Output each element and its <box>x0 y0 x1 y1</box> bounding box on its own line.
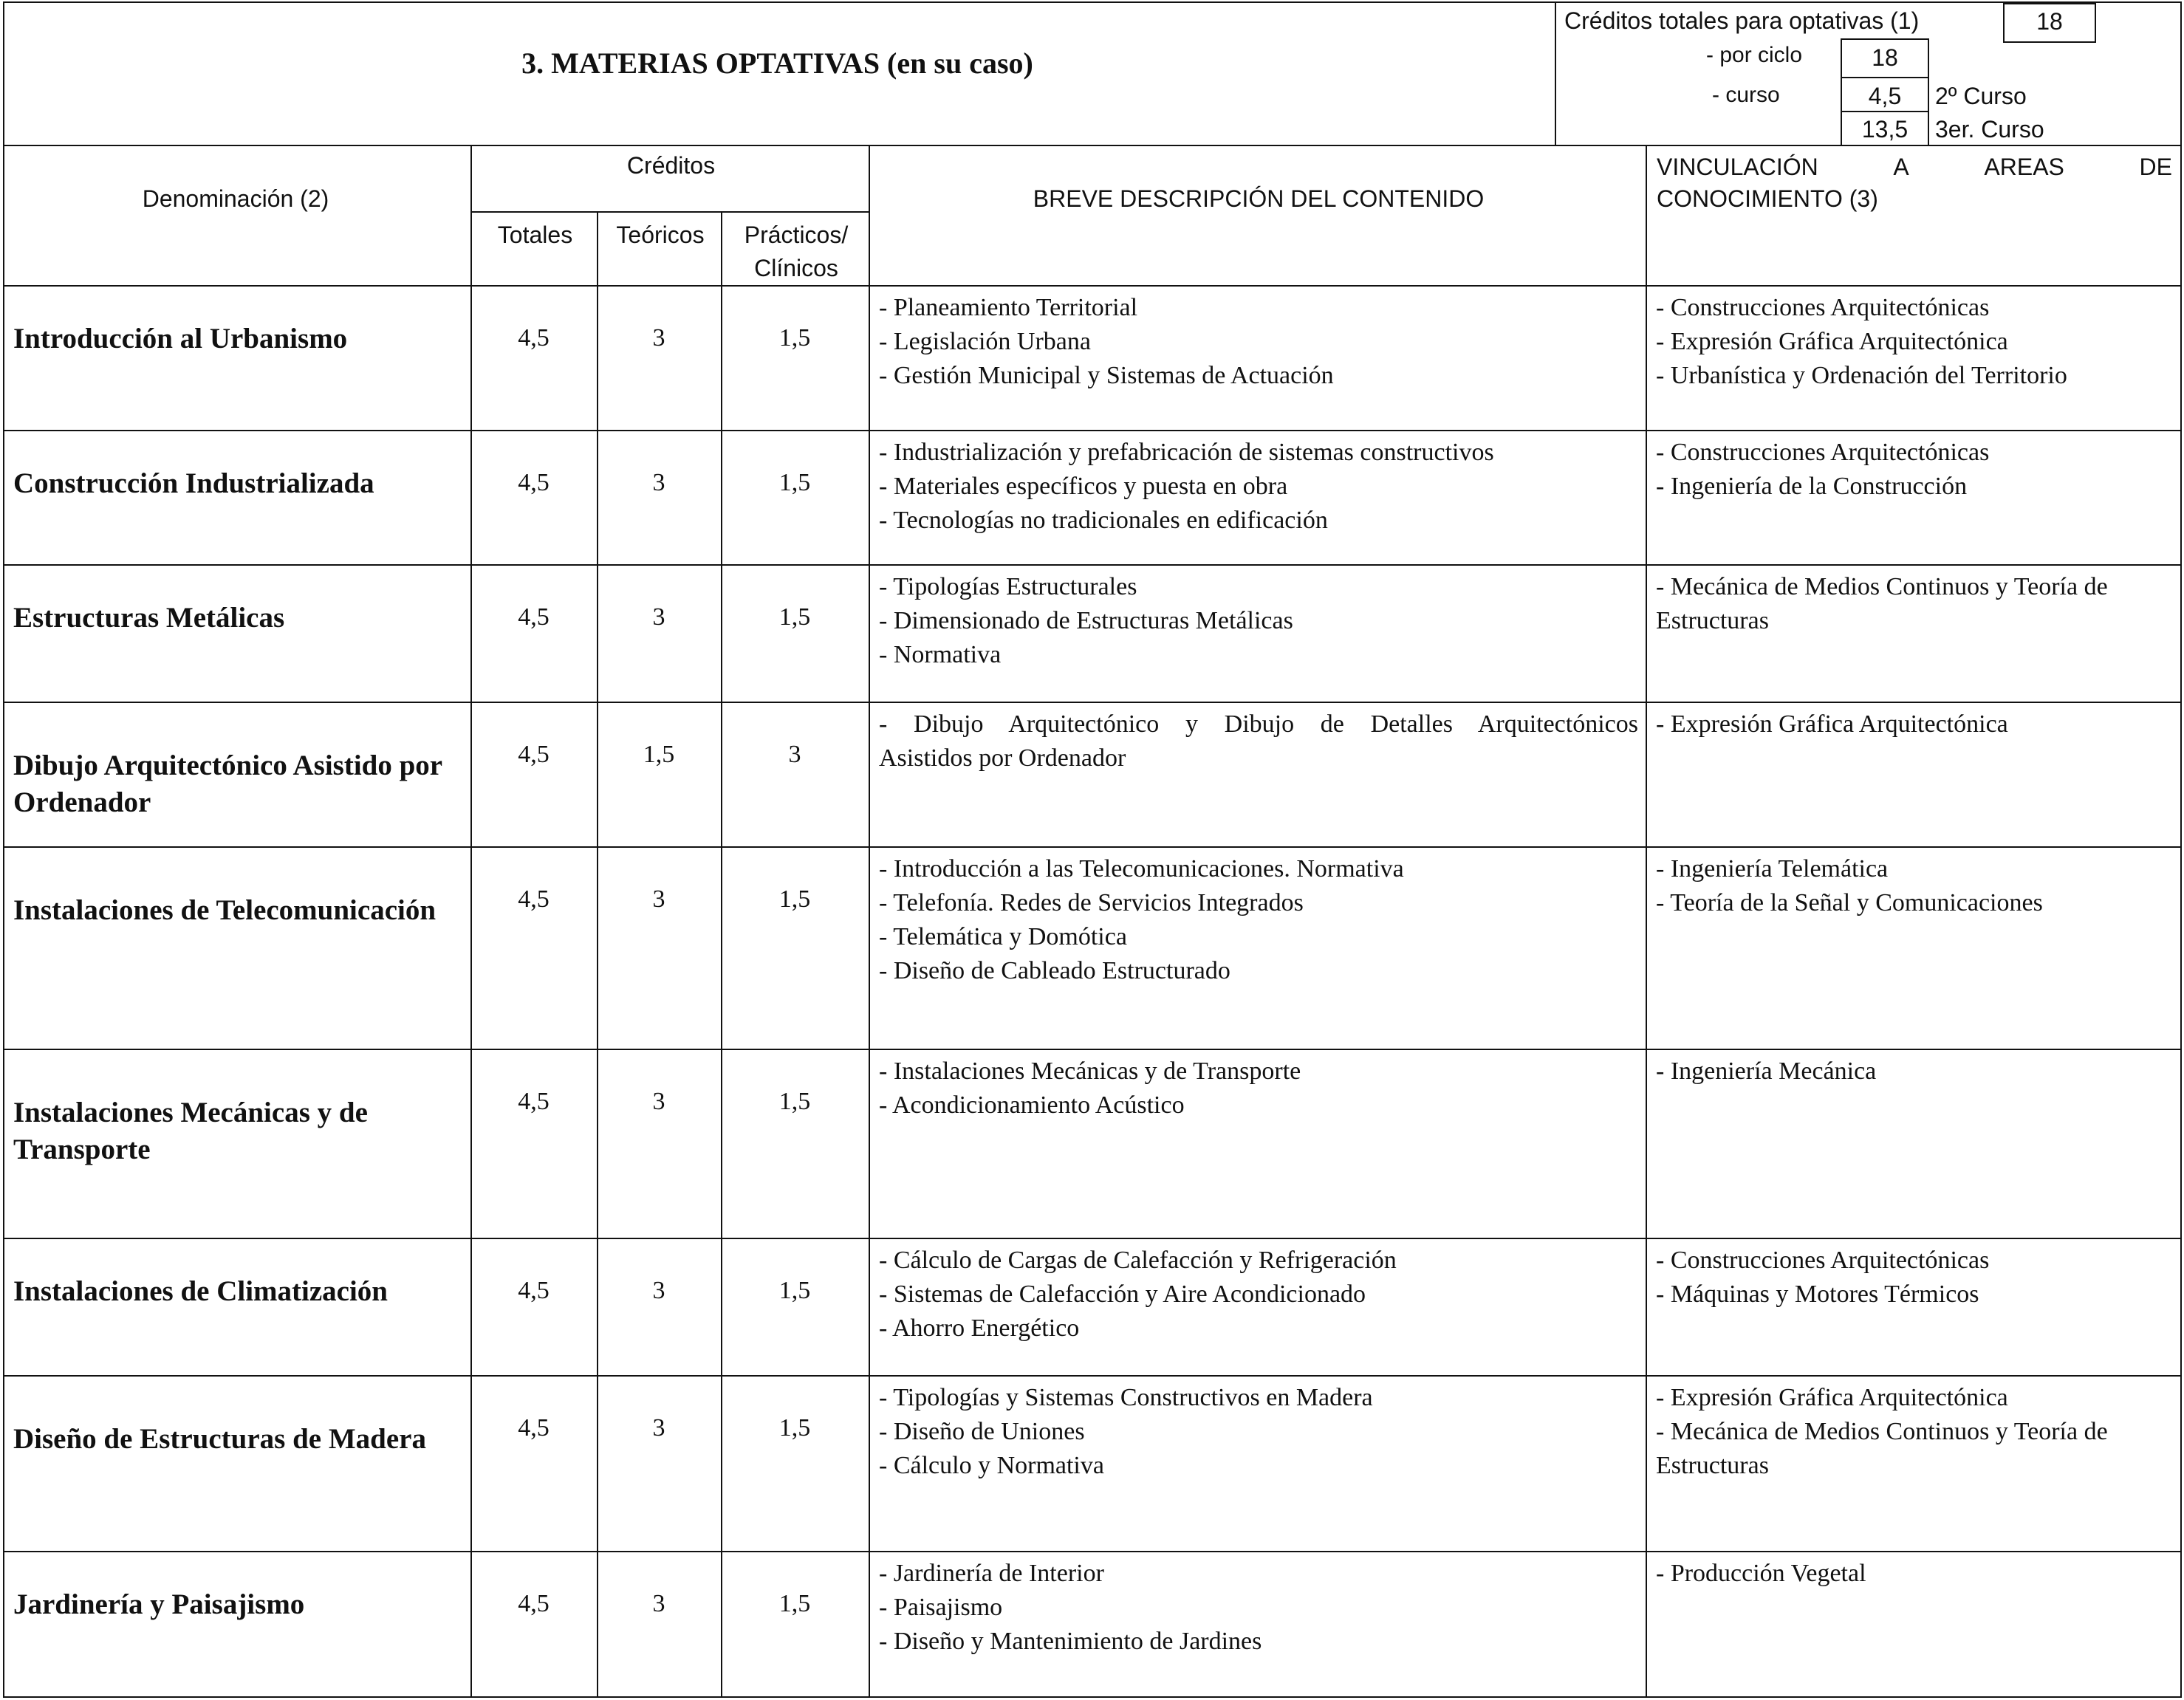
area-line: - Construcciones Arquitectónicas <box>1656 1247 1990 1274</box>
description-line: - Diseño y Mantenimiento de Jardines <box>879 1628 1262 1655</box>
description-line: - Cálculo de Cargas de Calefacción y Refrigeración <box>879 1247 1397 1274</box>
area-line: - Máquinas y Motores Térmicos <box>1656 1281 1979 1308</box>
description-line: - Telefonía. Redes de Servicios Integrados <box>879 889 1304 916</box>
subject-name: Dibujo Arquitectónico Asistido por Ordenador <box>13 750 442 818</box>
creditos-totales-value: 18 <box>2036 8 2063 35</box>
horizontal-rule <box>470 211 870 213</box>
credits-totales: 4,5 <box>518 1590 550 1617</box>
credits-practicos: 1,5 <box>778 885 811 913</box>
credits-totales: 4,5 <box>518 603 550 631</box>
col-creditos: Créditos <box>626 152 716 179</box>
credits-teoricos: 3 <box>652 1414 665 1442</box>
description-line: - Industrialización y prefabricación de sistemas constructivos <box>879 439 1494 466</box>
horizontal-rule <box>3 1049 2182 1050</box>
description-line: - Tecnologías no tradicionales en edificación <box>879 507 1328 534</box>
description-line: - Materiales específicos y puesta en obra <box>879 473 1288 500</box>
vertical-rule <box>1646 145 1647 1696</box>
col-totales: Totales <box>497 222 573 248</box>
horizontal-rule <box>3 1238 2182 1239</box>
vertical-rule <box>721 211 722 1696</box>
credits-teoricos: 1,5 <box>643 741 675 768</box>
col-clinicos: Clínicos <box>754 255 838 281</box>
description-line: - Cálculo y Normativa <box>879 1452 1104 1479</box>
area-line: - Ingeniería Telemática <box>1656 855 1889 882</box>
credits-practicos: 1,5 <box>778 603 811 631</box>
description-line: Asistidos por Ordenador <box>879 744 1126 772</box>
description-line: - Gestión Municipal y Sistemas de Actuación <box>879 362 1334 389</box>
credits-practicos: 1,5 <box>778 1277 811 1304</box>
col-descripcion: BREVE DESCRIPCIÓN DEL CONTENIDO <box>1033 185 1485 212</box>
credits-teoricos: 3 <box>652 469 665 496</box>
area-line: - Expresión Gráfica Arquitectónica <box>1656 328 2008 355</box>
description-line: - Acondicionamiento Acústico <box>879 1091 1185 1119</box>
vertical-rule <box>597 211 598 1696</box>
credits-totales: 4,5 <box>518 324 550 352</box>
subject-name: Instalaciones Mecánicas y de Transporte <box>13 1097 368 1165</box>
subject-name: Estructuras Metálicas <box>13 602 285 634</box>
area-line: - Expresión Gráfica Arquitectónica <box>1656 710 2008 738</box>
area-line: - Mecánica de Medios Continuos y Teoría de <box>1656 1418 2108 1445</box>
curso-2-label: 2º Curso <box>1935 83 2027 109</box>
area-line: - Construcciones Arquitectónicas <box>1656 439 1990 466</box>
credits-practicos: 1,5 <box>778 469 811 496</box>
subject-name: Introducción al Urbanismo <box>13 323 348 354</box>
area-line: Estructuras <box>1656 607 1769 634</box>
curso-2-value: 4,5 <box>1868 83 1902 109</box>
credits-practicos: 1,5 <box>778 1414 811 1442</box>
description-line: - Jardinería de Interior <box>879 1560 1104 1587</box>
vertical-rule <box>869 145 870 1696</box>
vinculacion-word: DE <box>2139 154 2172 180</box>
description-line: - Paisajismo <box>879 1594 1003 1621</box>
subject-name: Diseño de Estructuras de Madera <box>13 1423 426 1455</box>
description-line: - Normativa <box>879 641 1002 668</box>
area-line: - Ingeniería de la Construcción <box>1656 473 1968 500</box>
area-line: - Urbanística y Ordenación del Territorio <box>1656 362 2067 389</box>
description-line: - Telemática y Domótica <box>879 923 1127 950</box>
description-line: - Tipologías Estructurales <box>879 573 1137 600</box>
credits-teoricos: 3 <box>652 603 665 631</box>
vinculacion-word: AREAS <box>1984 154 2064 180</box>
description-line: - Tipologías y Sistemas Constructivos en Madera <box>879 1384 1373 1411</box>
col-vinculacion-line1 <box>1657 154 2172 181</box>
vertical-rule <box>2180 1 2182 1698</box>
horizontal-rule <box>3 1 2182 3</box>
curso-label: - curso <box>1712 83 1780 107</box>
curso-3-value: 13,5 <box>1861 116 1909 143</box>
vertical-rule <box>1555 1 1556 145</box>
credits-totales: 4,5 <box>518 469 550 496</box>
subject-name: Instalaciones de Telecomunicación <box>13 894 437 926</box>
credits-totales: 4,5 <box>518 885 550 913</box>
area-line: - Expresión Gráfica Arquitectónica <box>1656 1384 2008 1411</box>
horizontal-rule <box>3 846 2182 848</box>
credits-practicos: 1,5 <box>778 1088 811 1115</box>
credits-practicos: 3 <box>788 741 801 768</box>
horizontal-rule <box>3 430 2182 431</box>
credits-practicos: 1,5 <box>778 1590 811 1617</box>
description-line: - Sistemas de Calefacción y Aire Acondicionado <box>879 1281 1366 1308</box>
subject-name: Construcción Industrializada <box>13 467 374 499</box>
description-line: - Ahorro Energético <box>879 1315 1080 1342</box>
vinculacion-word: VINCULACIÓN <box>1657 154 1818 180</box>
horizontal-rule <box>3 702 2182 703</box>
vinculacion-word: A <box>1893 154 1909 180</box>
horizontal-rule <box>3 1375 2182 1377</box>
description-line: - Dibujo Arquitectónico y Dibujo de Detalles Arquitectónicos <box>879 710 1638 738</box>
credits-totales: 4,5 <box>518 741 550 768</box>
area-line: - Teoría de la Señal y Comunicaciones <box>1656 889 2043 916</box>
area-line: Estructuras <box>1656 1452 1769 1479</box>
section-title: 3. MATERIAS OPTATIVAS (en su caso) <box>521 47 1033 80</box>
creditos-totales-label: Créditos totales para optativas (1) <box>1564 7 1920 34</box>
credits-totales: 4,5 <box>518 1088 550 1115</box>
por-ciclo-label: - por ciclo <box>1706 43 1803 67</box>
description-line: - Planeamiento Territorial <box>879 294 1138 321</box>
credits-teoricos: 3 <box>652 324 665 352</box>
col-vinculacion-line2: CONOCIMIENTO (3) <box>1657 185 1878 212</box>
horizontal-rule <box>3 1551 2182 1552</box>
col-practicos: Prácticos/ <box>744 222 849 248</box>
area-line: - Construcciones Arquitectónicas <box>1656 294 1990 321</box>
description-line: - Introducción a las Telecomunicaciones. Normativa <box>879 855 1404 882</box>
credits-practicos: 1,5 <box>778 324 811 352</box>
area-line: - Producción Vegetal <box>1656 1560 1866 1587</box>
credits-totales: 4,5 <box>518 1277 550 1304</box>
credits-teoricos: 3 <box>652 1590 665 1617</box>
col-teoricos: Teóricos <box>616 222 705 248</box>
subject-name: Jardinería y Paisajismo <box>13 1588 305 1620</box>
description-line: - Diseño de Cableado Estructurado <box>879 957 1230 984</box>
area-line: - Ingeniería Mecánica <box>1656 1058 1877 1085</box>
vertical-rule <box>3 1 4 1696</box>
description-line: - Diseño de Uniones <box>879 1418 1085 1445</box>
vertical-rule <box>470 145 472 1696</box>
description-line: - Legislación Urbana <box>879 328 1091 355</box>
credits-teoricos: 3 <box>652 885 665 913</box>
credits-teoricos: 3 <box>652 1088 665 1115</box>
credits-teoricos: 3 <box>652 1277 665 1304</box>
description-line: - Dimensionado de Estructuras Metálicas <box>879 607 1293 634</box>
col-denominacion: Denominación (2) <box>142 185 329 212</box>
horizontal-rule <box>3 285 2182 287</box>
description-line: - Instalaciones Mecánicas y de Transporte <box>879 1058 1301 1085</box>
horizontal-rule <box>3 564 2182 566</box>
horizontal-rule <box>3 1696 2182 1698</box>
curso-3-label: 3er. Curso <box>1935 116 2044 143</box>
subject-name: Instalaciones de Climatización <box>13 1275 388 1307</box>
por-ciclo-value: 18 <box>1872 44 1898 71</box>
area-line: - Mecánica de Medios Continuos y Teoría de <box>1656 573 2108 600</box>
credits-totales: 4,5 <box>518 1414 550 1442</box>
